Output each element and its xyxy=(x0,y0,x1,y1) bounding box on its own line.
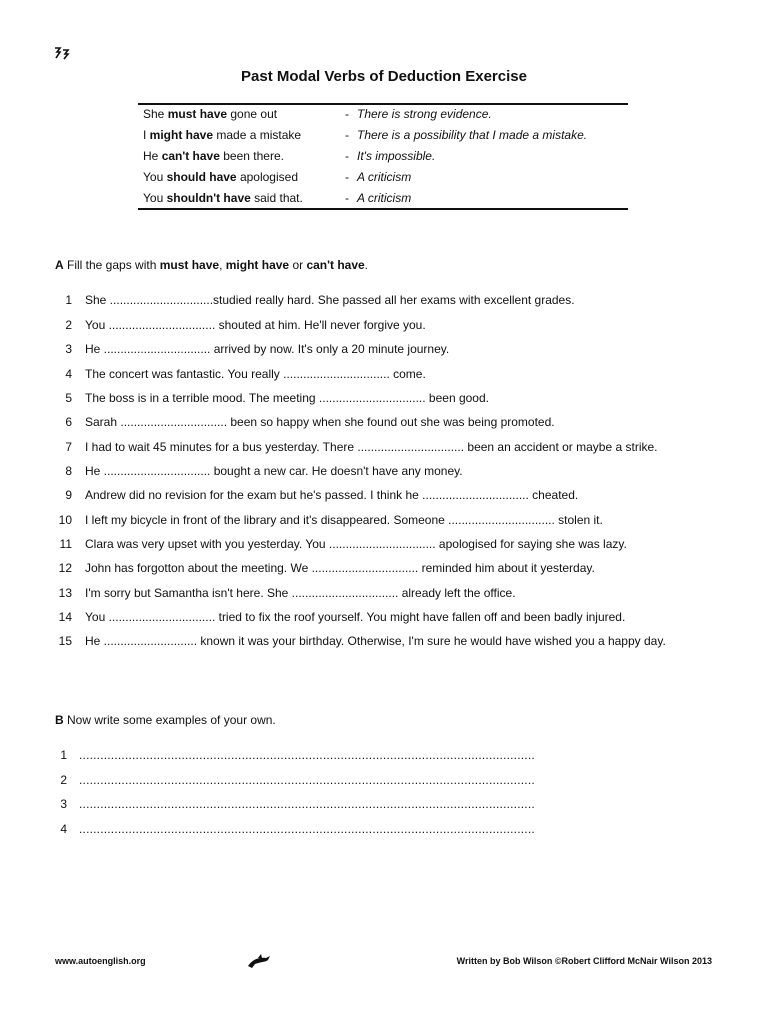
question-text: He ............................ known it was your birthday. Otherwise, I'm sure he would have wished you a happy day. xyxy=(85,634,666,648)
question-text: The boss is in a terrible mood. The meeting ................................ been good. xyxy=(85,391,489,405)
question-text: The concert was fantastic. You really ................................ come. xyxy=(85,367,426,381)
footer-website[interactable]: www.autoenglish.org xyxy=(55,956,146,966)
section-b-heading: B Now write some examples of your own. xyxy=(55,713,276,727)
question-number: 1 xyxy=(65,293,72,307)
question-number: 7 xyxy=(65,440,72,454)
question-number: 3 xyxy=(65,342,72,356)
example-row xyxy=(143,104,623,125)
question-text: She ...............................studied really hard. She passed all her exams with excellent grades. xyxy=(85,293,575,307)
example-row xyxy=(143,167,623,188)
question-number: 13 xyxy=(58,586,72,600)
write-line-dots: ................................................................................................................................. xyxy=(79,822,535,836)
example-sentence: I might have made a mistake xyxy=(143,128,302,142)
question-number: 5 xyxy=(65,391,72,405)
question-number: 11 xyxy=(59,537,72,551)
question-number: 9 xyxy=(65,488,72,502)
footer-credit: Written by Bob Wilson ©Robert Clifford McNair Wilson 2013 xyxy=(456,956,712,966)
section-a-heading: A Fill the gaps with must have, might have or can't have. xyxy=(55,258,369,272)
page-title: Past Modal Verbs of Deduction Exercise xyxy=(241,68,527,85)
example-meaning: - There is a possibility that I made a mistake. xyxy=(345,128,588,142)
example-meaning: - There is strong evidence. xyxy=(345,107,492,121)
question-text: He ................................ bought a new car. He doesn't have any money. xyxy=(85,464,463,478)
example-sentence: You should have apologised xyxy=(143,170,298,184)
dolphin-icon xyxy=(246,952,272,970)
write-line-number: 1 xyxy=(60,748,67,762)
question-text: I left my bicycle in front of the library and it's disappeared. Someone ................................ stolen it. xyxy=(85,513,603,527)
example-row xyxy=(143,146,623,167)
question-number: 2 xyxy=(65,318,72,332)
question-number: 12 xyxy=(58,561,72,575)
example-meaning: - A criticism xyxy=(345,170,412,184)
write-line-number: 3 xyxy=(60,797,67,811)
example-sentence: You shouldn't have said that. xyxy=(143,191,303,205)
question-text: I'm sorry but Samantha isn't here. She ................................ already left the office. xyxy=(85,586,516,600)
question-number: 15 xyxy=(58,634,72,648)
question-number: 8 xyxy=(65,464,72,478)
question-number: 4 xyxy=(65,367,72,381)
question-text: You ................................ shouted at him. He'll never forgive you. xyxy=(85,318,426,332)
question-text: Sarah ................................ been so happy when she found out she was being promoted. xyxy=(85,415,555,429)
question-number: 14 xyxy=(58,610,72,624)
question-number: 6 xyxy=(65,415,72,429)
write-line-dots: ................................................................................................................................. xyxy=(79,773,535,787)
write-line-number: 2 xyxy=(60,773,67,787)
example-sentence: He can't have been there. xyxy=(143,149,284,163)
example-meaning: - A criticism xyxy=(345,191,412,205)
table-bottom-rule xyxy=(138,208,628,210)
question-text: You ................................ tried to fix the roof yourself. You might have fallen off and been badly injured. xyxy=(85,610,626,624)
write-line-dots: ................................................................................................................................. xyxy=(79,748,535,762)
example-meaning: - It's impossible. xyxy=(345,149,436,163)
question-text: John has forgotton about the meeting. We ................................ reminded him about it yesterday. xyxy=(85,561,595,575)
question-text: Andrew did no revision for the exam but he's passed. I think he ................................ cheated. xyxy=(85,488,579,502)
write-line-number: 4 xyxy=(60,822,67,836)
question-text: I had to wait 45 minutes for a bus yesterday. There ................................ been an accident or maybe a strike. xyxy=(85,440,658,454)
corner-logo-icon xyxy=(54,44,74,60)
question-text: Clara was very upset with you yesterday. You ................................ apologised for saying she was lazy. xyxy=(85,537,627,551)
example-row xyxy=(143,125,623,146)
write-line-dots: ................................................................................................................................. xyxy=(79,797,535,811)
example-sentence: She must have gone out xyxy=(143,107,278,121)
question-number: 10 xyxy=(58,513,72,527)
question-text: He ................................ arrived by now. It's only a 20 minute journey. xyxy=(85,342,450,356)
example-row xyxy=(143,188,623,209)
